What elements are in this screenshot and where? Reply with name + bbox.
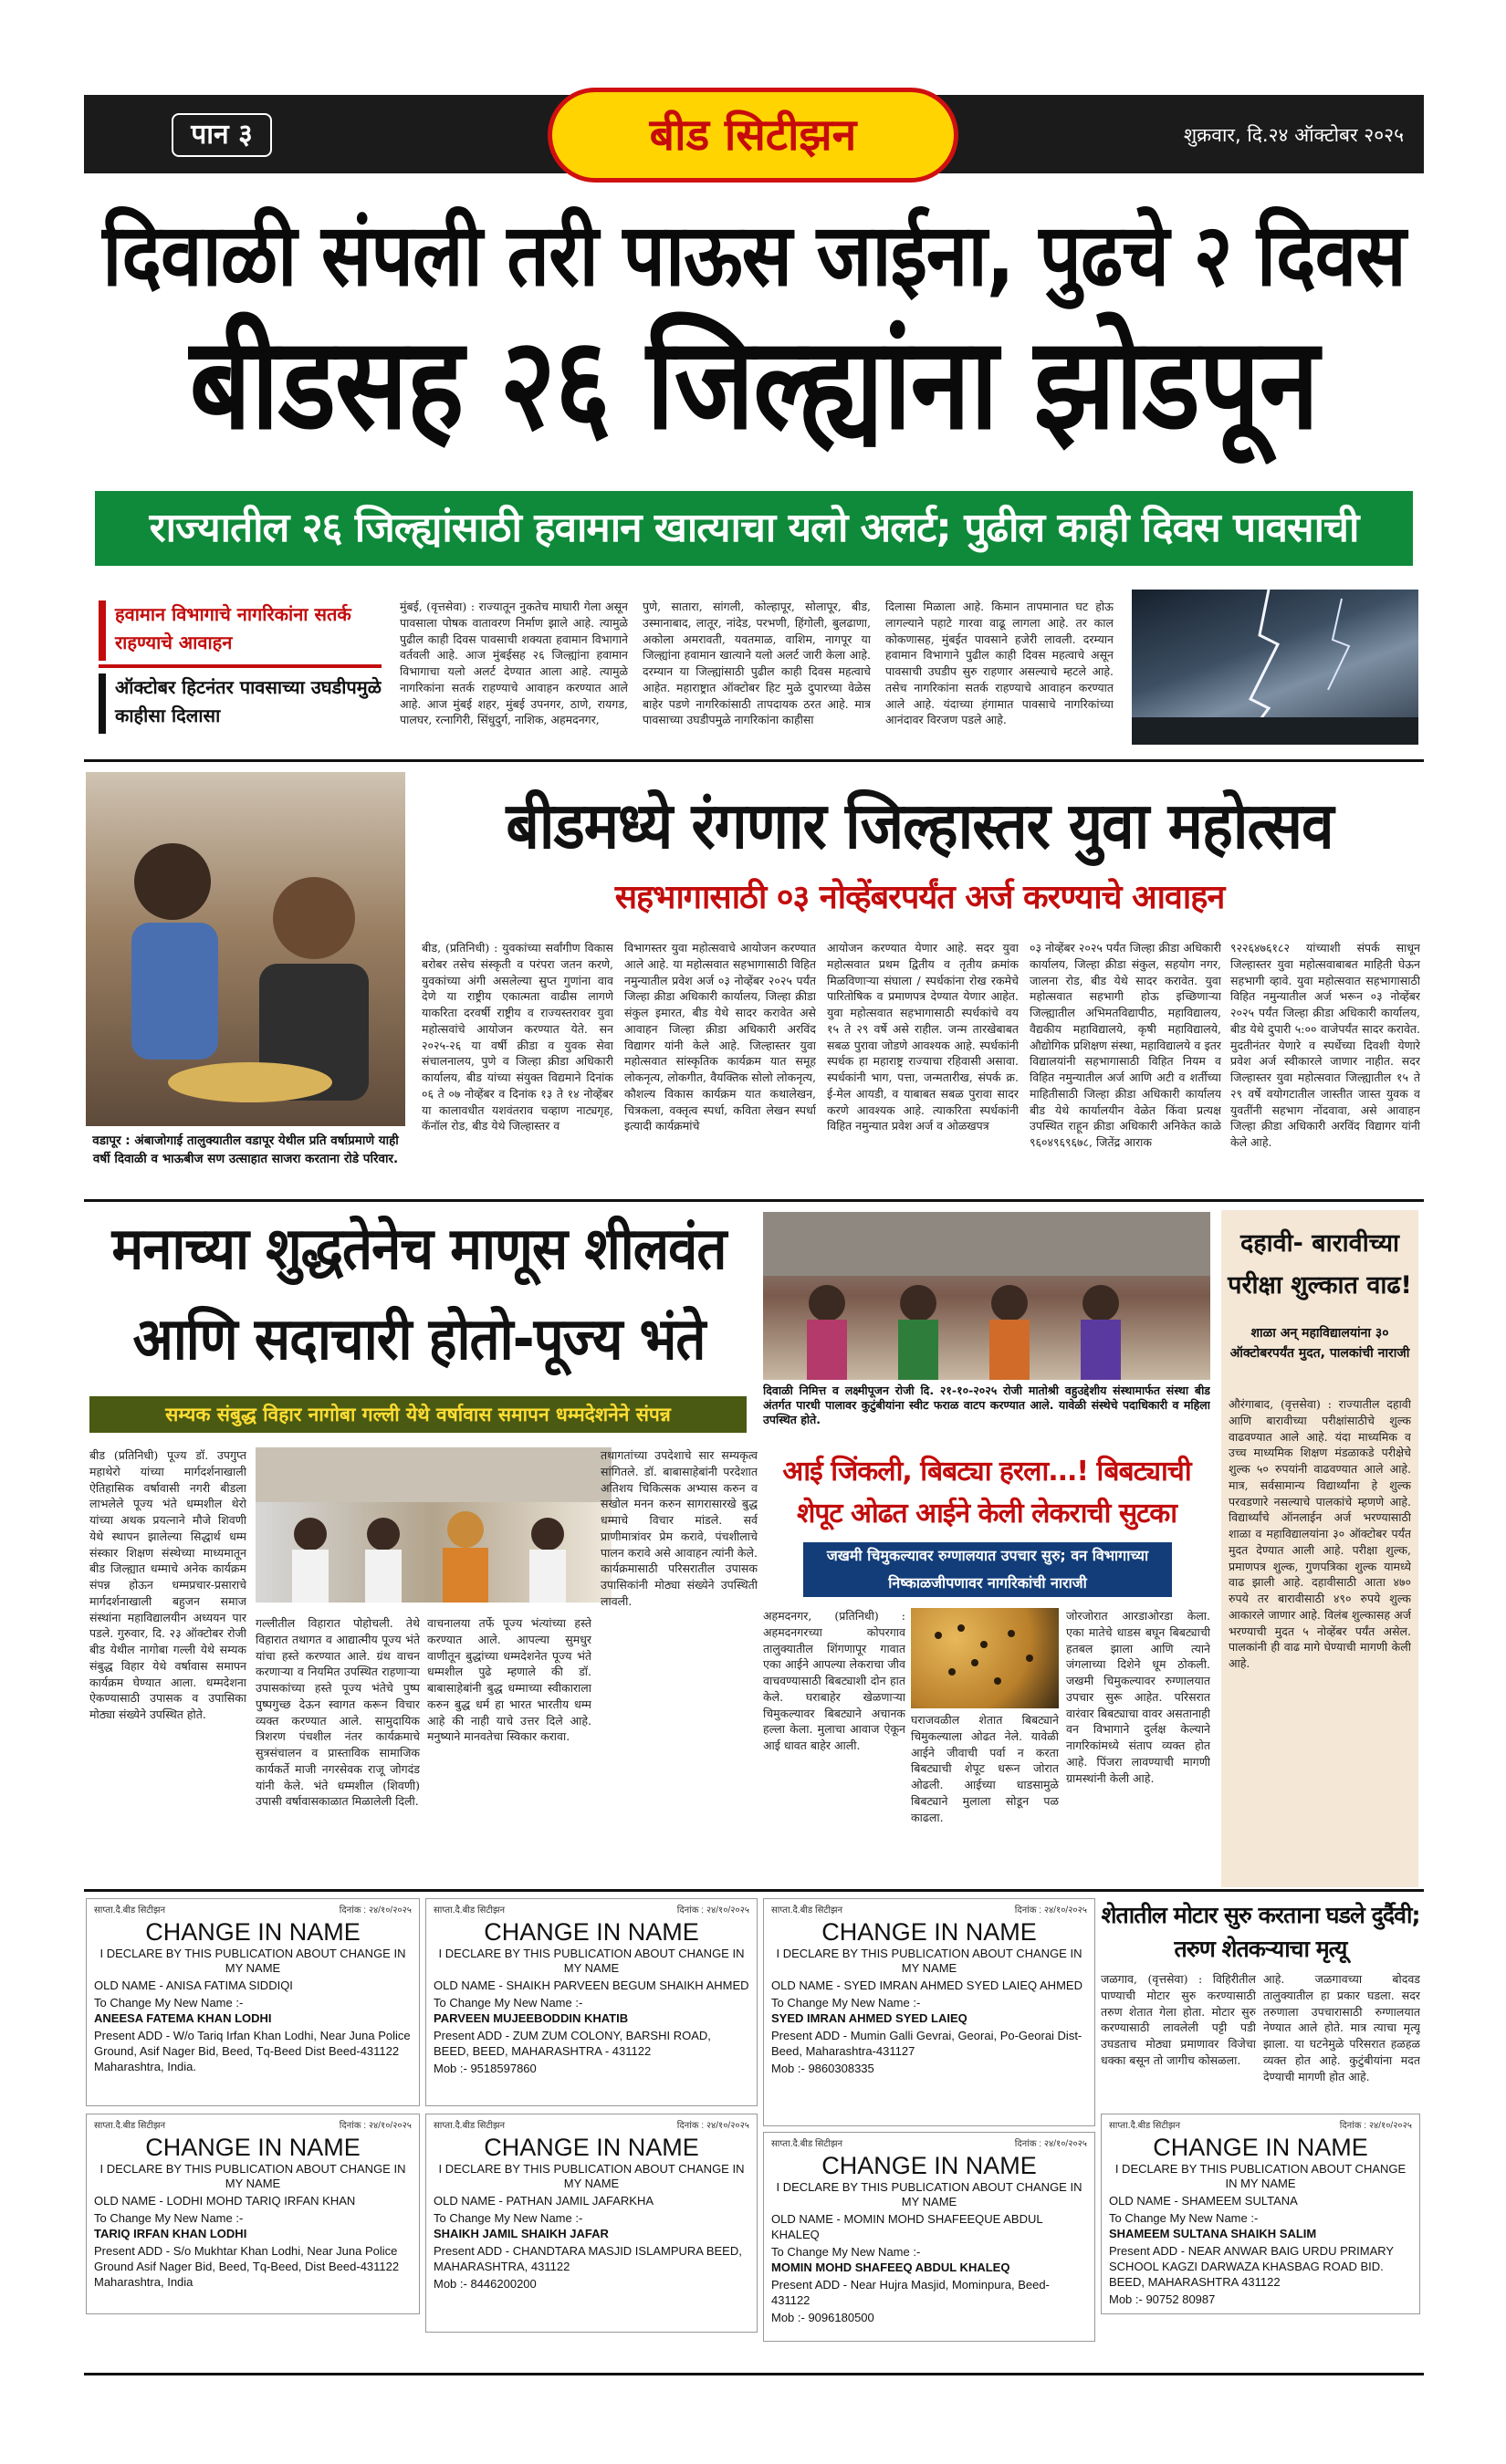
ad-new-name: SHAMEEM SULTANA SHAIKH SALIM bbox=[1109, 2227, 1317, 2240]
leopard-story-subheadline: जखमी चिमुकल्यावर रुग्णालयात उपचार सुरु; वन विभागाच्या निष्काळजीपणावर नागरिकांची नाराजी bbox=[803, 1542, 1172, 1597]
name-change-notice bbox=[86, 1898, 420, 2106]
lead-headline-line2: बीडसह २६ जिल्ह्यांना झोडपून bbox=[189, 308, 1319, 458]
name-change-notice bbox=[425, 2114, 758, 2333]
ad-paper: साप्ता.दै.बीड सिटीझन bbox=[771, 1905, 843, 1916]
ad-old-name: OLD NAME - SHAMEEM SULTANA bbox=[1109, 2194, 1298, 2208]
ad-old-name: OLD NAME - PATHAN JAMIL JAFARKHA bbox=[434, 2194, 654, 2208]
exam-fee-subheadline: शाळा अन् महाविद्यालयांना ३० ऑक्टोबरपर्यंत मुदत, पालकांची नाराजी bbox=[1229, 1326, 1410, 1361]
ad-date: दिनांक : २४/१०/२०२५ bbox=[676, 1905, 749, 1916]
farmer-body-column-1: जळगाव, (वृत्तसेवा) : विहिरीतील पाण्याची मोटार सुरु करण्यासाठी तरुण शेतात गेला होता. मोटार सुरु करण्यासाठी लावलेली पट्टी पडी उघडताच मोठ्या प्रमाणावर विजेचा धक्का बसून तो जागीच कोसळला. bbox=[1101, 1972, 1256, 2067]
ad-new-name: SYED IMRAN AHMED SYED LAIEQ bbox=[771, 2011, 967, 2025]
ad-new-name: TARIQ IRFAN KHAN LODHI bbox=[94, 2227, 247, 2240]
ad-new-name-label: To Change My New Name :- bbox=[94, 2211, 244, 2225]
exam-fee-headline: दहावी- बारावीच्या परीक्षा शुल्कात वाढ! bbox=[1228, 1229, 1412, 1300]
ad-mobile: Mob :- 90752 80987 bbox=[1109, 2292, 1216, 2306]
sweet-distribution-photo bbox=[763, 1212, 1210, 1380]
ad-mobile: Mob :- 9518597860 bbox=[434, 2062, 537, 2075]
ad-address: Present ADD - NEAR ANWAR BAIG URDU PRIMARY SCHOOL KAGZI DARWAZA KHASBAG ROAD BID. BEED, MAHARASHTRA 431122 bbox=[1109, 2244, 1394, 2289]
ad-title: CHANGE IN NAME bbox=[484, 2134, 699, 2161]
ad-declaration: I DECLARE BY THIS PUBLICATION ABOUT CHANGE IN MY NAME bbox=[438, 1947, 745, 1975]
ad-old-name: OLD NAME - ANISA FATIMA SIDDIQI bbox=[94, 1979, 293, 1992]
ad-address: Present ADD - S/o Mukhtar Khan Lodhi, Near Juna Police Ground Asif Nager Bid, Beed, Tq-Beed, Dist Beed-431122 Maharashtra, India bbox=[94, 2244, 400, 2289]
section-divider bbox=[84, 1199, 1424, 1202]
lead-subheadline-band: राज्यातील २६ जिल्ह्यांसाठी हवामान खात्याचा यलो अलर्ट; पुढील काही दिवस पावसाची bbox=[95, 491, 1413, 566]
name-change-notice bbox=[763, 2132, 1095, 2342]
leopard-photo bbox=[911, 1608, 1059, 1708]
ad-date: दिनांक : २४/१०/२०२५ bbox=[339, 2121, 412, 2131]
dhamma-headline: मनाच्या शुद्धतेनेच माणूस शीलवंत आणि सदाचारी होतो-पूज्य भंते bbox=[111, 1214, 727, 1373]
lead-body-column-3: दिलासा मिळाला आहे. किमान तापमानात घट होऊ लागल्याने पहाटे गारवा वाढू लागला आहे. तर काल कोकणासह, मुंबईत पावसाने हजेरी लावली. दरम्यान हवामान विभागाने पुढील काही दिवस महत्वाचे असून पावसाची उघडीप सुरु राहणार असल्याचे म्हटले आहे. तसेच नागरिकांना सतर्क राहण्याचे आवाहन करण्यात आले आहे. यंदाच्या हंगामात पावसाचे नागरिकांच्या आनंदावर विरजण पडले आहे. bbox=[885, 600, 1114, 727]
ad-declaration: I DECLARE BY THIS PUBLICATION ABOUT CHANGE IN MY NAME bbox=[99, 2162, 406, 2190]
youth-festival-subheadline: सहभागासाठी ०३ नोव्हेंबरपर्यंत अर्ज करण्याचे आवाहन bbox=[614, 879, 1225, 916]
ad-declaration: I DECLARE BY THIS PUBLICATION ABOUT CHANGE IN MY NAME bbox=[99, 1947, 406, 1975]
ad-old-name: OLD NAME - MOMIN MOHD SHAFEEQUE ABDUL KHALEQ bbox=[771, 2212, 1043, 2241]
ad-mobile: Mob :- 9860308335 bbox=[771, 2062, 874, 2075]
ad-new-name-label: To Change My New Name :- bbox=[1109, 2211, 1259, 2225]
ad-address: Present ADD - W/o Tariq Irfan Khan Lodhi, Near Juna Police Ground, Asif Nager Bid, Beed, Tq-Beed Dist Beed-431122 Maharashtra, India. bbox=[94, 2029, 411, 2073]
name-change-notice bbox=[86, 2114, 420, 2314]
lead-body-column-2: पुणे, सातारा, सांगली, कोल्हापूर, सोलापूर, बीड, उस्मानाबाद, लातूर, नांदेड, परभणी, हिंगोली, बुलढाणा, अकोला अमरावती, यवतमाळ, वाशिम, नागपूर या जिल्ह्यांना हवामान खात्याने यलो अलर्ट जारी केला आहे. दरम्यान या जिल्ह्यांसाठी पुढील काही दिवस महत्वाचे आहेत. महाराष्ट्रात ऑक्टोबर हिट मुळे दुपारच्या वेळेस बाहेर पडणे नागरिकांसाठी तापदायक ठरत आहे. मात्र पावसाच्या उघडीपमुळे नागरिकांना काहीसा bbox=[643, 600, 871, 727]
ad-declaration: I DECLARE BY THIS PUBLICATION ABOUT CHANGE IN MY NAME bbox=[776, 1947, 1082, 1975]
ad-declaration: I DECLARE BY THIS PUBLICATION ABOUT CHANGE IN MY NAME bbox=[1114, 2162, 1407, 2190]
lead-body-column-1: मुंबई, (वृत्तसेवा) : राज्यातून नुकतेच माघारी गेला असून पावसाला पोषक वातावरण निर्माण झाले आहे. त्यामुळे पुढील काही दिवस पावसाची शक्यता हवामान विभागाने वर्तवली आहे. आज मुंबईसह २६ जिल्ह्यांना हवामान विभागाचा यलो अलर्ट देण्यात आला आहे. त्यामुळे नागरिकांना सतर्क राहण्याचे आवाहन करण्यात आले आहे. आज मुंबई शहर, मुंबई उपनगर, ठाणे, रायगड, पालघर, रत्नागिरी, सिंधुदुर्ग, नाशिक, अहमदनगर, bbox=[400, 600, 628, 727]
leopard-body-column-1: अहमदनगर, (प्रतिनिधी) : अहमदनगरच्या कोपरगाव तालुक्यातील शिंगणापूर गावात एका आईने आपल्या लेकराचा जीव वाचवण्यासाठी बिबट्याशी दोन हात केले. घराबाहेर खेळणाऱ्या चिमुकल्यावर बिबट्याने अचानक हल्ला केला. मुलाचा आवाज ऐकून आई धावत बाहेर आली. bbox=[763, 1609, 905, 1752]
ad-mobile: Mob :- 8446200200 bbox=[434, 2277, 537, 2291]
youth-body-column-3: आयोजन करण्यात येणार आहे. सदर युवा महोत्सवात प्रथम द्वितीय व तृतीय क्रमांक मिळविणाऱ्या संघाला / स्पर्धकांना रोख रकमेचे पारितोषिक व प्रमाणपत्र देण्यात येणार आहेत. युवा महोत्सवात सहभागासाठी स्पर्धकांचे वय १५ ते २९ वर्षे असे राहील. जन्म तारखेबाबत सबळ पुरावा जोडणे आवश्यक आहे. स्पर्धकांनी स्पर्धक हा महाराष्ट्र राज्याचा रहिवासी असावा. स्पर्धकांनी भाग, पत्ता, जन्मतारीख, संपर्क क्र. ई-मेल आयडी, व याबाबत सबळ पुरावा सादर करणे आवश्यक आहे. त्याकरिता स्पर्धकांनी विहित नमुन्यात प्रवेश अर्ज व ओळखपत्र bbox=[827, 941, 1019, 1133]
name-change-notice bbox=[763, 1898, 1095, 2126]
leopard-body-column-3: जोरजोरात आरडाओरडा केला. एका मातेचे धाडस बघून बिबट्याची हतबल झाला आणि त्याने जंगलाच्या दिशेने धूम ठोकली. जखमी चिमुकल्यावर रुग्णालयात उपचार सुरू आहेत. परिसरात वारंवार बिबट्याचा वावर असतानाही वन विभागाने दुर्लक्ष केल्याने नागरिकांमध्ये संताप व्यक्त होत आहे. पिंजरा लावण्याची मागणी ग्रामस्थांनी केली आहे. bbox=[1066, 1609, 1210, 1785]
lead-sidebar-highlight-1: हवामान विभागाचे नागरिकांना सतर्क राहण्याचे आवाहन bbox=[99, 600, 382, 661]
ad-declaration: I DECLARE BY THIS PUBLICATION ABOUT CHANGE IN MY NAME bbox=[776, 2180, 1082, 2208]
vihar-ceremony-photo bbox=[256, 1447, 612, 1603]
highlight-divider bbox=[99, 664, 382, 668]
youth-body-column-4: ०३ नोव्हेंबर २०२५ पर्यंत जिल्हा क्रीडा अधिकारी कार्यालय, जिल्हा क्रीडा संकुल, सहयोग नगर, जालना रोड, बीड येथे सादर करावेत. युवा महोत्सवात सहभागी होऊ इच्छिणाऱ्या जिल्ह्यातील अभिमतविद्यापीठ, महाविद्यालय, वैद्यकीय महाविद्यालये, कृषी महाविद्यालये, औद्योगिक प्रशिक्षण संस्था, महाविद्यालये व इतर विद्यालयांनी सहभागासाठी विहित नियम व विहित नमुन्यातील अर्ज आणि अटी व शर्तीच्या माहितीसाठी जिल्हा क्रीडा अधिकारी कार्यालय बीड येथे कार्यालयीन वेळेत किंवा प्रत्यक्ष उपस्थित राहून क्रीडा अधिकारी अनिकेत काळे ९६०४९६९६७८, जितेंद्र आराक bbox=[1030, 941, 1221, 1149]
ad-date: दिनांक : २४/१०/२०२५ bbox=[1014, 2139, 1087, 2149]
dhamma-body-column-2: गल्लीतील विहारात पोहोचली. तेथे विहारात तथागत व आद्यात्मीय पूज्य भंते यांचा हस्ते करण्यात आले. ग्रंथ वाचन करणाऱ्या व नियमित उपस्थित राहणाऱ्या उपासकांच्या हस्ते पूज्य भंतेचे पुष्प पुष्पगुच्छ देऊन स्वागत करून विचार व्यक्त करण्यात आले. सामुदायिक त्रिशरण पंचशील नंतर कार्यक्रमाचे सुत्रसंचालन व प्रास्ताविक सामाजिक कार्यकर्ते माजी नगरसेवक राजू जोगदंड यांनी केले. भंते धम्मशील (शिवणी) उपासी वर्षावासकाळात मिळालेली दिली. bbox=[256, 1616, 420, 1809]
lightning-storm-photo bbox=[1132, 590, 1418, 745]
ad-paper: साप्ता.दै.बीड सिटीझन bbox=[94, 2121, 166, 2131]
ad-new-name-label: To Change My New Name :- bbox=[771, 2245, 921, 2259]
lead-sidebar-highlight-2: ऑक्टोबर हिटनंतर पावसाच्या उघडीपमुळे काहीसा दिलासा bbox=[99, 673, 382, 734]
youth-body-column-5: ९२२६४७६१८२ यांच्याशी संपर्क साधून जिल्हास्तर युवा महोत्सवाबाबत माहिती घेऊन सहभागी व्हावे. युवा महोत्सवात सहभागासाठी विहित नमुन्यातील अर्ज भरून ०३ नोव्हेंबर २०२५ पर्यंत जिल्हा क्रीडा अधिकारी कार्यालय, बीड येथे दुपारी ५:०० वाजेपर्यंत सादर करावेत. मुदतीनंतर येणारे व स्पर्धेच्या दिवशी येणारे प्रवेश अर्ज स्वीकारले जाणार नाहीत. सदर जिल्हास्तर युवा महोत्सवात जिल्ह्यातील १५ ते २९ वर्षे वयोगटातील जास्तीत जास्त युवक व युवतींनी सहभाग नोंदवावा, असे आवाहन जिल्हा क्रीडा अधिकारी अरविंद विद्यागर यांनी केले आहे. bbox=[1230, 941, 1420, 1149]
name-change-notice bbox=[425, 1898, 758, 2106]
dateline: शुक्रवार, दि.२४ ऑक्टोबर २०२५ bbox=[1183, 124, 1404, 146]
dhamma-body-column-1: बीड (प्रतिनिधी) पूज्य डॉ. उपगुप्त महाथेरो यांच्या मार्गदर्शनाखाली ऐतिहासिक वर्षावासी नगरी बीडला लाभलेले पूज्य भंते धम्मशील थेरो यांच्या अथक प्रयत्नाने मौजे शिवणी येथे स्थापन झालेल्या सिद्धार्थ धम्म संस्कार शिक्षण संस्थेच्या माध्यमातून बीड जिल्ह्यात धम्माचे अनेक कार्यक्रम संपन्न होऊन धम्मप्रचार-प्रसाराचे मार्गदर्शनाखाली बहुजन समाज संस्थांना महाविद्यालयीन अध्ययन पार पडले. गुरुवार, दि. २३ ऑक्टोबर रोजी बीड येथील नागोबा गल्ली येथे सम्यक संबुद्ध विहार येथे वर्षावास समापन कार्यक्रम घेण्यात आला. धम्मदेशना ऐकण्यासाठी उपासक व उपासिका मोठ्या संख्येने उपस्थित होते. bbox=[89, 1448, 246, 1721]
ad-paper: साप्ता.दै.बीड सिटीझन bbox=[1109, 2121, 1181, 2131]
page-number: पान ३ bbox=[172, 113, 272, 157]
ad-address: Present ADD - CHANDTARA MASJID ISLAMPURA BEED, MAHARASHTRA, 431122 bbox=[434, 2244, 742, 2273]
youth-body-column-2: विभागस्तर युवा महोत्सवाचे आयोजन करण्यात आले आहे. या महोत्सवात सहभागासाठी विहित नमुन्यातील प्रवेश अर्ज ०३ नोव्हेंबर २०२५ पर्यंत जिल्हा क्रीडा अधिकारी कार्यालय, जिल्हा क्रीडा संकुल इमारत, बीड येथे सादर करावेत असे आवाहन जिल्हा क्रीडा अधिकारी अरविंद विद्यागर यांनी केले आहे. जिल्हास्तर युवा महोत्सवात सांस्कृतिक कार्यक्रम यात समूह लोकनृत्य, लोकगीत, वैयक्तिक सोलो लोकनृत्य, कौशल्य विकास कार्यक्रम यात कथालेखन, चित्रकला, वक्तृत्व स्पर्धा, कविता लेखन स्पर्धा इत्यादी कार्यक्रमांचे bbox=[624, 941, 816, 1133]
ad-title: CHANGE IN NAME bbox=[145, 1918, 361, 1946]
ad-title: CHANGE IN NAME bbox=[1153, 2134, 1368, 2161]
ad-paper: साप्ता.दै.बीड सिटीझन bbox=[434, 1905, 506, 1916]
dhamma-body-column-3: वाचनालया तर्फे पूज्य भंत्यांच्या हस्ते करण्यात आले. आपल्या सुमधुर वाणीतून बुद्धांच्या धम्मदेशनेत पूज्य भंते धम्मशील पुढे म्हणाले की डॉ. बाबासाहेबांनी बुद्ध धम्माच्या स्वीकाराला करुन बुद्ध धर्म हा भारत भारतीय धम्म आहे की नाही याचे उत्तर दिले आहे. मनुष्याने मानवतेचा स्विकार करावा. bbox=[427, 1616, 591, 1744]
name-change-notice bbox=[1101, 2114, 1420, 2314]
ad-old-name: OLD NAME - SHAIKH PARVEEN BEGUM SHAIKH AHMED bbox=[434, 1979, 749, 1992]
ad-paper: साप्ता.दै.बीड सिटीझन bbox=[771, 2139, 843, 2149]
ad-new-name: SHAIKH JAMIL SHAIKH JAFAR bbox=[434, 2227, 609, 2240]
farmer-body-column-2: आहे. जळगावच्या बोदवड तालुक्यातील हा प्रकार घडला. सदर तरुणाला उपचारासाठी रुग्णालयात नेण्यात आले होते. मात्र त्याचा मृत्यू झाला. या घटनेमुळे परिसरात हळहळ व्यक्त होत आहे. कुटुंबीयांना मदत देण्याची मागणी होत आहे. bbox=[1263, 1972, 1420, 2083]
ad-date: दिनांक : २४/१०/२०२५ bbox=[1014, 1905, 1087, 1916]
ad-new-name: ANEESA FATEMA KHAN LODHI bbox=[94, 2011, 272, 2025]
section-divider bbox=[84, 759, 1424, 762]
youth-festival-headline: बीडमध्ये रंगणार जिल्हास्तर युवा महोत्सव bbox=[506, 789, 1333, 864]
ad-paper: साप्ता.दै.बीड सिटीझन bbox=[434, 2121, 506, 2131]
ad-declaration: I DECLARE BY THIS PUBLICATION ABOUT CHANGE IN MY NAME bbox=[438, 2162, 745, 2190]
photo-caption: दिवाळी निमित्त व लक्ष्मीपूजन रोजी दि. २१-१०-२०२५ रोजी मातोश्री वहुउद्देशीय संस्थामार्फत संस्था बीड अंतर्गत पारधी पालावर कुटुंबीयांना स्वीट फराळ वाटप करण्यात आले. यावेळी संस्थेचे पदाधिकारी व महिला उपस्थित होते. bbox=[763, 1383, 1210, 1426]
dhamma-body-column-4: तथागतांच्या उपदेशाचे सार सम्यकृत्व सांगितले. डॉ. बाबासाहेबांनी परदेशात अतिशय चिकित्सक अभ्यास करुन व सखोल मनन करुन सागरासारखे बुद्ध धम्माचे विचार मांडले. सर्व प्राणीमात्रांवर प्रेम करावे, पंचशीलाचे पालन करावे असे आवाहन त्यांनी केले. कार्यक्रमासाठी परिसरातील उपासक उपासिकांनी मोठ्या संख्येने उपस्थिती लावली. bbox=[601, 1448, 758, 1608]
ad-new-name-label: To Change My New Name :- bbox=[94, 1996, 244, 2010]
ad-address: Present ADD - Mumin Galli Gevrai, Georai, Po-Georai Dist-Beed, Maharashtra-431127 bbox=[771, 2029, 1082, 2058]
diwali-family-photo bbox=[86, 772, 405, 1126]
ad-old-name: OLD NAME - LODHI MOHD TARIQ IRFAN KHAN bbox=[94, 2194, 356, 2208]
lead-headline-line1: दिवाळी संपली तरी पाऊस जाईना, पुढचे २ दिवस bbox=[102, 205, 1406, 307]
farmer-death-headline: शेतातील मोटार सुरु करताना घडले दुर्दैवी; तरुण शेतकऱ्याचा मृत्यू bbox=[1101, 1902, 1420, 1962]
ad-date: दिनांक : २४/१०/२०२५ bbox=[676, 2121, 749, 2131]
exam-fee-body: औरंगाबाद, (वृत्तसेवा) : राज्यातील दहावी आणि बारावीच्या परीक्षांसाठीचे शुल्क वाढवण्यात आले आहे. यंदा माध्यमिक व उच्च माध्यमिक शिक्षण मंडळाकडे परीक्षेचे शुल्क ५० रुपयांनी वाढवण्यात आले आहे. मात्र, सर्वसामान्य विद्यार्थ्यांना हे शुल्क परवडणारे नसल्याचे पालकांचे म्हणणे आहे. विद्यार्थ्यांचे ऑनलाईन अर्ज भरण्यासाठी शाळा व महाविद्यालयांना ३० ऑक्टोबर पर्यंत मुदत देण्यात आली आहे. परीक्षा शुल्क, प्रमाणपत्र शुल्क, गुणपत्रिका शुल्क यामध्ये वाढ झाली आहे. दहावीसाठी आता ४७० रुपये तर बारावीसाठी ४९० रुपये शुल्क आकारले जाणार आहे. विलंब शुल्कासह अर्ज भरण्याची मुदत ५ नोव्हेंबर पर्यंत असेल. पालकांनी ही वाढ मागे घेण्याची मागणी केली आहे. bbox=[1229, 1397, 1411, 1670]
leopard-story-headline: आई जिंकली, बिबट्या हरला...! बिबट्याची शेपूट ओढत आईने केली लेकराची सुटका bbox=[782, 1456, 1191, 1530]
ad-new-name: PARVEEN MUJEEBODDIN KHATIB bbox=[434, 2011, 629, 2025]
ad-title: CHANGE IN NAME bbox=[821, 2152, 1037, 2179]
ad-new-name-label: To Change My New Name :- bbox=[434, 1996, 583, 2010]
ad-address: Present ADD - Near Hujra Masjid, Mominpura, Beed-431122 bbox=[771, 2278, 1050, 2307]
ad-address: Present ADD - ZUM ZUM COLONY, BARSHI ROAD, BEED, BEED, MAHARASHTRA - 431122 bbox=[434, 2029, 711, 2058]
section-divider bbox=[84, 1889, 1424, 1892]
ad-new-name: MOMIN MOHD SHAFEEQ ABDUL KHALEQ bbox=[771, 2260, 1010, 2274]
youth-body-column-1: बीड, (प्रतिनिधी) : युवकांच्या सर्वांगीण विकास बरोबर तसेच संस्कृती व परंपरा जतन करणे, युवकांच्या अंगी असलेल्या सुप्त गुणांना वाव देणे या राष्ट्रीय एकात्मता वाढीस लागणे याकरिता दरवर्षी राष्ट्रीय व राज्यस्तरावर युवा महोत्सवांचे आयोजन करण्यात येते. सन २०२५-२६ या वर्षी क्रीडा व युवक सेवा संचालनालय, पुणे व जिल्हा क्रीडा अधिकारी कार्यालय, बीड यांच्या संयुक्त विद्यमाने दिनांक ०६ ते ०७ नोव्हेंबर व दिनांक १३ ते १४ नोव्हेंबर या कालावधीत यशवंतराव चव्हाण नाट्यगृह, कॅनॉल रोड, बीड येथे जिल्हास्तर व bbox=[422, 941, 613, 1133]
newspaper-logo-text: बीड सिटीझन bbox=[649, 110, 857, 161]
ad-title: CHANGE IN NAME bbox=[821, 1918, 1037, 1946]
ad-new-name-label: To Change My New Name :- bbox=[771, 1996, 921, 2010]
ad-title: CHANGE IN NAME bbox=[145, 2134, 361, 2161]
ad-title: CHANGE IN NAME bbox=[484, 1918, 699, 1946]
ad-new-name-label: To Change My New Name :- bbox=[434, 2211, 583, 2225]
dhamma-subheadline-band: सम्यक संबुद्ध विहार नागोबा गल्ली येथे वर्षावास समापन धम्मदेशनेने संपन्न bbox=[89, 1396, 747, 1433]
ad-date: दिनांक : २४/१०/२०२५ bbox=[339, 1905, 412, 1916]
photo-caption: वडापूर : अंबाजोगाई तालुक्यातील वडापूर येथील प्रति वर्षाप्रमाणे याही वर्षी दिवाळी व भाऊबीज सण उत्साहात साजरा करताना रोडे परिवार. bbox=[92, 1133, 399, 1166]
ad-date: दिनांक : २४/१०/२०२५ bbox=[1339, 2121, 1412, 2131]
leopard-body-column-2: घराजवळील शेतात बिबट्याने चिमुकल्याला ओढत नेले. यावेळी आईने जीवाची पर्वा न करता बिबट्याची शेपूट धरून जोरात ओढली. आईच्या धाडसामुळे बिबट्याने मुलाला सोडून पळ काढला. bbox=[911, 1713, 1059, 1824]
page-bottom-rule bbox=[84, 2373, 1424, 2375]
ad-mobile: Mob :- 9096180500 bbox=[771, 2311, 874, 2324]
ad-paper: साप्ता.दै.बीड सिटीझन bbox=[94, 1905, 166, 1916]
ad-old-name: OLD NAME - SYED IMRAN AHMED SYED LAIEQ AHMED bbox=[771, 1979, 1082, 1992]
